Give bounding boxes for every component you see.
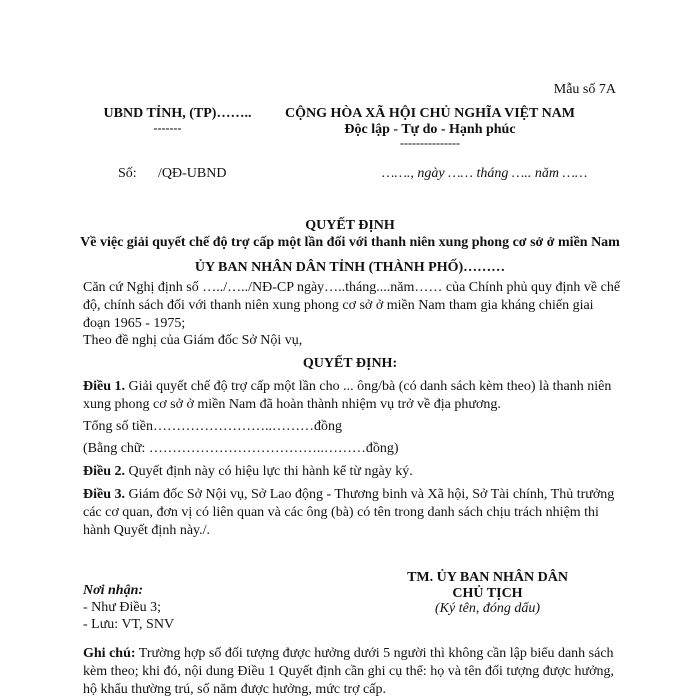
date-line: ……., ngày …… tháng ….. năm …… bbox=[382, 166, 588, 181]
article-3-text: Giám đốc Sở Nội vụ, Sở Lao động - Thương binh và Xã hội, Sở Tài chính, Thủ trưởng các cơ quan, đơn vị có liên quan và các ông (bà) có tên trong danh sách chịu trách nhiệm thi hành Quyết định này./. bbox=[83, 487, 615, 538]
footnote-text: Trường hợp số đối tượng được hưởng dưới 5 người thì không cần lập biểu danh sách kèm theo; khi đó, nội dung Điều 1 Quyết định cần ghi cụ thể: họ và tên đối tượng được hưởng, hộ khẩu thường trú, số năm được hưởng, mức trợ cấp. bbox=[83, 646, 615, 697]
recipient-item: - Như Điều 3; bbox=[83, 600, 161, 615]
article-3 bbox=[83, 486, 623, 540]
doc-title: QUYẾT ĐỊNH bbox=[305, 218, 395, 233]
decide-heading: QUYẾT ĐỊNH: bbox=[302, 356, 398, 371]
article-1-label: Điều 1. bbox=[83, 379, 125, 394]
doc-number-suffix: /QĐ-UBND bbox=[158, 166, 227, 181]
article-2-label: Điều 2. bbox=[83, 464, 125, 479]
legal-basis: Căn cứ Nghị định số …../…../NĐ-CP ngày…..tháng....năm…… của Chính phủ quy định về chế độ, chính sách đối với thanh niên xung phong cơ sở ở miền Nam tham gia kháng chiến giai đoạn 1965 - 1975; bbox=[83, 280, 621, 331]
national-motto: Độc lập - Tự do - Hạnh phúc bbox=[344, 122, 516, 137]
form-number: Mẫu số 7A bbox=[553, 82, 616, 97]
article-1 bbox=[83, 378, 623, 414]
proposal-line: Theo đề nghị của Giám đốc Sở Nội vụ, bbox=[83, 333, 303, 348]
amount-in-words-line: (Bằng chữ: ………………………………..………đồng) bbox=[83, 441, 399, 456]
recipient-item: - Lưu: VT, SNV bbox=[83, 617, 175, 632]
authority-heading: ỦY BAN NHÂN DÂN TỈNH (THÀNH PHỐ)……… bbox=[194, 260, 506, 275]
recipients-label: Nơi nhận: bbox=[83, 583, 144, 598]
nation-name: CỘNG HÒA XÃ HỘI CHỦ NGHĨA VIỆT NAM bbox=[284, 106, 575, 121]
article-2-text: Quyết định này có hiệu lực thi hành kể từ ngày ký. bbox=[125, 464, 413, 479]
article-2 bbox=[83, 463, 623, 481]
motto-rule: --------------- bbox=[400, 136, 460, 150]
article-3-label: Điều 3. bbox=[83, 487, 125, 502]
total-amount-line: Tổng số tiền……………………..………đồng bbox=[83, 419, 342, 434]
signature-note: (Ký tên, đóng dấu) bbox=[435, 601, 540, 616]
article-1-text: Giải quyết chế độ trợ cấp một lần cho ... ông/bà (có danh sách kèm theo) là thanh niên xung phong cơ sở ở miền Nam đã hoàn thành nhiệm vụ trở về địa phương. bbox=[83, 379, 612, 412]
signature-position: CHỦ TỊCH bbox=[452, 586, 523, 601]
issuer-name: UBND TỈNH, (TP)…….. bbox=[103, 106, 252, 121]
doc-number-label: Số: bbox=[118, 166, 137, 181]
signature-title: TM. ỦY BAN NHÂN DÂN bbox=[407, 570, 568, 585]
doc-subject: Về việc giải quyết chế độ trợ cấp một lần đối với thanh niên xung phong cơ sở ở miền Nam bbox=[80, 235, 620, 250]
footnote-label: Ghi chú: bbox=[83, 646, 136, 661]
footnote bbox=[83, 645, 623, 699]
issuer-rule: ------- bbox=[153, 121, 182, 135]
